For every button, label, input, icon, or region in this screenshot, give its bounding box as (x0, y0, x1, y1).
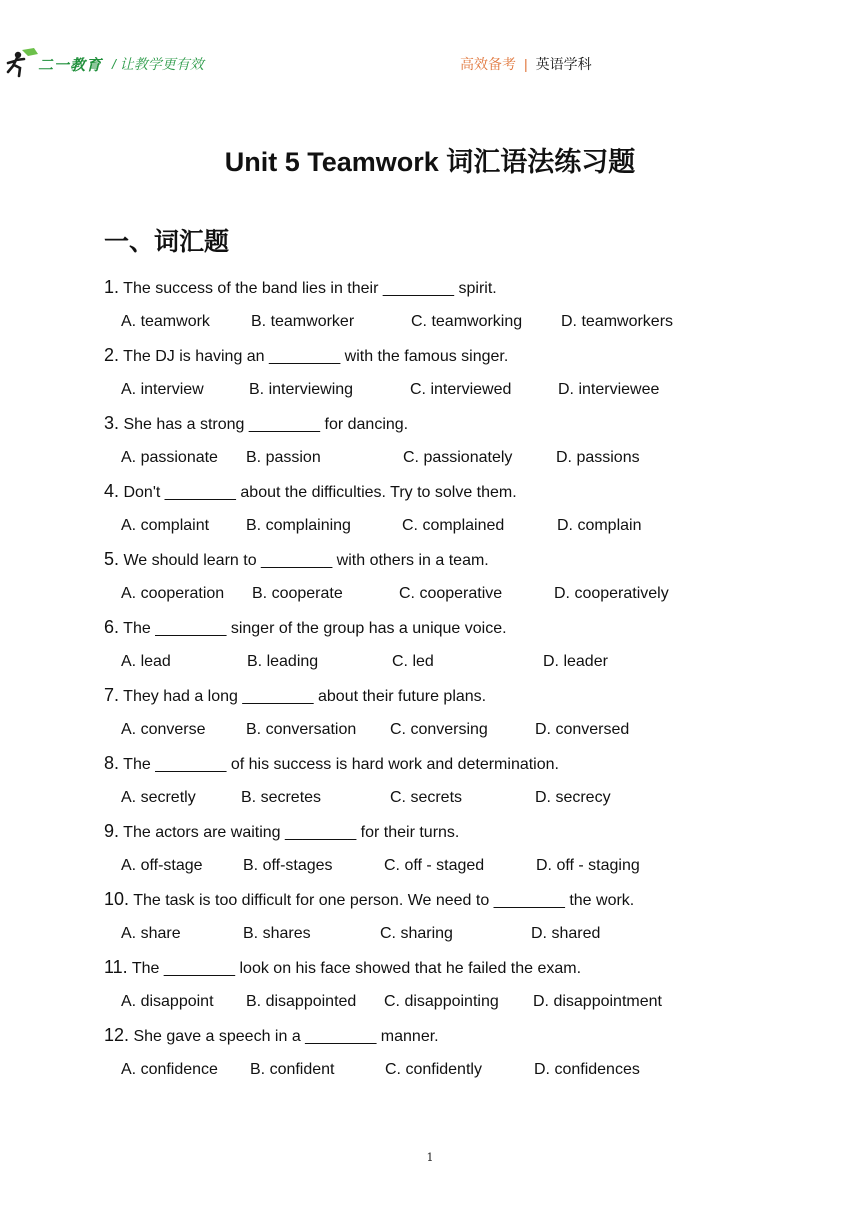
question-stem (104, 275, 497, 301)
question-item (104, 683, 804, 751)
question-text: The actors are waiting ________ for their turns. (123, 824, 460, 841)
header-slogan: / 让教学更有效 (112, 56, 204, 72)
header-right (460, 54, 592, 74)
brand-name: 二一教育 (38, 57, 103, 74)
question-text: She has a strong ________ for dancing. (123, 416, 409, 433)
question-number: 1. (104, 277, 120, 297)
option-d: D. shared (531, 925, 601, 942)
option-row (121, 446, 781, 470)
option-row (121, 854, 781, 878)
option-a: A. complaint (121, 517, 210, 534)
option-b: B. passion (246, 449, 321, 466)
page-header (0, 44, 860, 84)
page-number: 1 (426, 1151, 434, 1164)
page-title: Unit 5 Teamwork 词汇语法练习题 (224, 147, 636, 177)
option-b: B. shares (243, 925, 311, 942)
question-number: 8. (104, 753, 120, 773)
question-item (104, 547, 804, 615)
option-row (121, 378, 781, 402)
option-a: A. confidence (121, 1061, 218, 1078)
question-text: Don't ________ about the difficulties. Try to solve them. (123, 484, 517, 501)
question-list (104, 275, 804, 1091)
option-b: B. cooperate (252, 585, 343, 602)
question-text: We should learn to ________ with others in a team. (123, 552, 489, 569)
question-item (104, 343, 804, 411)
option-d: D. teamworkers (561, 313, 674, 330)
option-c: C. passionately (403, 449, 513, 466)
option-c: C. confidently (385, 1061, 482, 1078)
option-a: A. teamwork (121, 313, 210, 330)
question-number: 4. (104, 481, 120, 501)
option-d: D. interviewee (558, 381, 660, 398)
option-row (121, 582, 781, 606)
option-a: A. interview (121, 381, 204, 398)
question-stem (104, 547, 489, 573)
option-row (121, 990, 781, 1014)
option-c: C. off - staged (384, 857, 485, 874)
question-text: The DJ is having an ________ with the famous singer. (123, 348, 509, 365)
option-d: D. off - staging (536, 857, 640, 874)
option-d: D. complain (557, 517, 642, 534)
question-number: 2. (104, 345, 120, 365)
question-item (104, 411, 804, 479)
option-row (121, 1058, 781, 1082)
question-text: The task is too difficult for one person. We need to ________ the work. (133, 892, 635, 909)
question-stem (104, 411, 408, 437)
option-c: C. complained (402, 517, 505, 534)
question-text: The ________ of his success is hard work and determination. (123, 756, 559, 773)
subject-label: 英语学科 (535, 56, 592, 72)
question-stem (104, 1023, 439, 1049)
question-number: 7. (104, 685, 120, 705)
option-a: A. converse (121, 721, 206, 738)
option-b: B. leading (247, 653, 319, 670)
question-number: 10. (104, 889, 130, 909)
option-b: B. secretes (241, 789, 322, 806)
question-item (104, 615, 804, 683)
option-a: A. share (121, 925, 181, 942)
option-b: B. conversation (246, 721, 357, 738)
question-number: 5. (104, 549, 120, 569)
option-row (121, 786, 781, 810)
question-text: The ________ look on his face showed that he failed the exam. (131, 960, 582, 977)
option-a: A. disappoint (121, 993, 214, 1010)
option-b: B. disappointed (246, 993, 357, 1010)
question-number: 6. (104, 617, 120, 637)
question-stem (104, 955, 581, 981)
question-text: She gave a speech in a ________ manner. (133, 1028, 439, 1045)
question-stem (104, 683, 486, 709)
option-c: C. interviewed (410, 381, 512, 398)
option-b: B. off-stages (243, 857, 333, 874)
option-b: B. teamworker (251, 313, 355, 330)
question-number: 3. (104, 413, 120, 433)
option-c: C. cooperative (399, 585, 503, 602)
exam-label: 高效备考 (460, 56, 516, 72)
option-d: D. conversed (535, 721, 630, 738)
question-text: They had a long ________ about their future plans. (123, 688, 487, 705)
option-b: B. interviewing (249, 381, 354, 398)
option-c: C. teamworking (411, 313, 523, 330)
question-item (104, 955, 804, 1023)
option-c: C. led (392, 653, 434, 670)
option-d: D. secrecy (535, 789, 611, 806)
question-number: 12. (104, 1025, 130, 1045)
option-a: A. cooperation (121, 585, 225, 602)
option-row (121, 650, 781, 674)
question-stem (104, 819, 459, 845)
question-item (104, 1023, 804, 1091)
option-row (121, 718, 781, 742)
header-separator: | (524, 56, 528, 72)
option-b: B. confident (250, 1061, 335, 1078)
option-d: D. passions (556, 449, 640, 466)
question-stem (104, 751, 559, 777)
question-item (104, 819, 804, 887)
question-item (104, 275, 804, 343)
option-a: A. lead (121, 653, 171, 670)
option-a: A. off-stage (121, 857, 203, 874)
option-d: D. leader (543, 653, 608, 670)
question-stem (104, 343, 508, 369)
option-c: C. disappointing (384, 993, 499, 1010)
option-a: A. passionate (121, 449, 218, 466)
question-text: The success of the band lies in their ________ spirit. (123, 280, 497, 297)
option-c: C. secrets (390, 789, 463, 806)
option-d: D. disappointment (533, 993, 662, 1010)
option-d: D. confidences (534, 1061, 640, 1078)
option-c: C. conversing (390, 721, 488, 738)
option-b: B. complaining (246, 517, 351, 534)
option-a: A. secretly (121, 789, 196, 806)
question-item (104, 751, 804, 819)
question-item (104, 887, 804, 955)
option-row (121, 922, 781, 946)
question-item (104, 479, 804, 547)
question-stem (104, 615, 507, 641)
option-row (121, 514, 781, 538)
option-row (121, 310, 781, 334)
option-c: C. sharing (380, 925, 453, 942)
question-number: 11. (104, 957, 128, 977)
question-stem (104, 479, 517, 505)
question-number: 9. (104, 821, 120, 841)
question-text: The ________ singer of the group has a unique voice. (123, 620, 507, 637)
option-d: D. cooperatively (554, 585, 669, 602)
section-title: 一、词汇题 (104, 228, 230, 256)
question-stem (104, 887, 634, 913)
